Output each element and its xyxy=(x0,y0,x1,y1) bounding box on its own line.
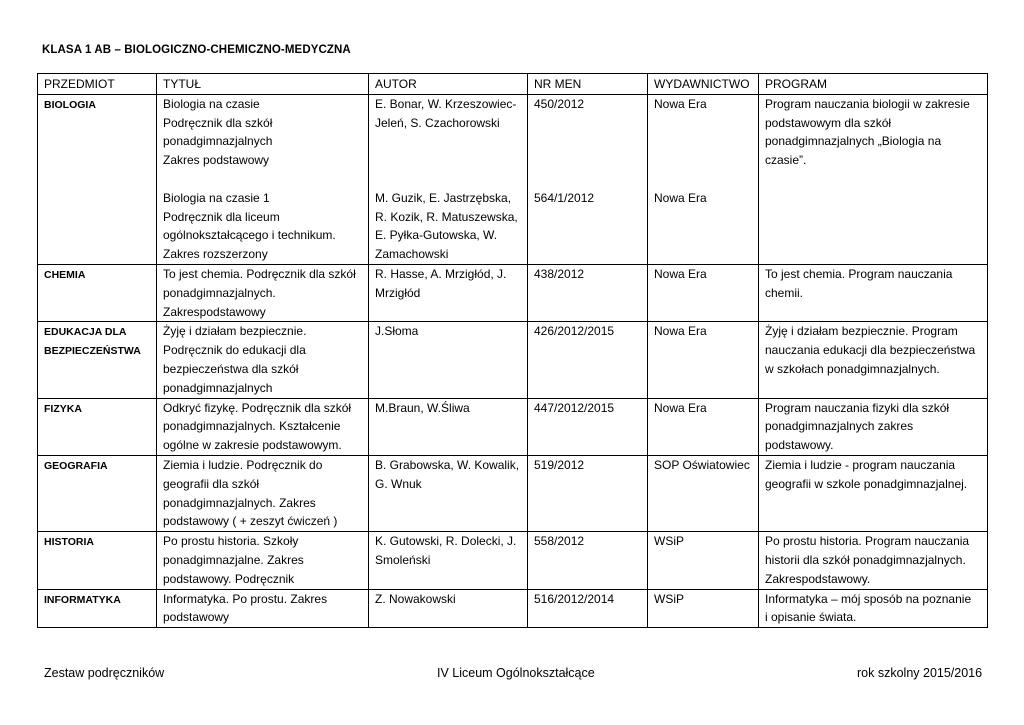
cell-line: WSiP xyxy=(654,591,684,606)
table-row xyxy=(38,398,988,455)
table-body xyxy=(38,94,988,627)
cell-line: M. Guzik, E. Jastrzębska, xyxy=(375,190,512,205)
cell-line: Program nauczania biologii w zakresie xyxy=(765,96,970,111)
cell-line: R. Kozik, R. Matuszewska, xyxy=(375,209,518,224)
cell-line: Ziemia i ludzie. Podręcznik do xyxy=(163,457,323,472)
cell-line: Z. Nowakowski xyxy=(375,591,456,606)
cell-line: Biologia na czasie xyxy=(163,96,260,111)
cell-line: R. Hasse, A. Mrzigłód, J. xyxy=(375,266,507,281)
cell-line: J.Słoma xyxy=(375,324,419,339)
cell-line xyxy=(654,170,752,189)
cell-line: To jest chemia. Program nauczania xyxy=(765,266,953,281)
cell-line: Informatyka. Po prostu. Zakres xyxy=(163,591,328,606)
cell-line: B. Grabowska, W. Kowalik, xyxy=(375,457,520,472)
cell-line: K. Gutowski, R. Dolecki, J. xyxy=(375,534,517,549)
cell-men-number xyxy=(528,398,648,455)
cell-line: G. Wnuk xyxy=(375,476,422,491)
cell-author xyxy=(369,455,528,531)
cell-author xyxy=(369,532,528,589)
cell-title xyxy=(157,94,369,264)
cell-line: ponadgimnazjalnych „Biologia na xyxy=(765,134,942,149)
cell-line: ogólne w zakresie podstawowym. xyxy=(163,438,342,453)
cell-line: Nowa Era xyxy=(654,96,707,111)
cell-line: podstawowym dla szkół xyxy=(765,115,892,130)
cell-line: ogólnokształcącego i technikum. xyxy=(163,228,336,243)
cell-line: geografii dla szkół xyxy=(163,476,260,491)
footer-left: Zestaw podręczników xyxy=(44,666,165,680)
cell-publisher xyxy=(648,398,759,455)
cell-line: 558/2012 xyxy=(534,534,585,549)
table-row xyxy=(38,322,988,398)
cell-title xyxy=(157,264,369,321)
document-heading: KLASA 1 AB – BIOLOGICZNO-CHEMICZNO-MEDYCZNA xyxy=(42,44,351,56)
cell-title xyxy=(157,322,369,398)
cell-men-number xyxy=(528,94,648,264)
table-row xyxy=(38,532,988,589)
cell-line: Po prostu historia. Szkoły xyxy=(163,534,299,549)
cell-line xyxy=(375,151,521,170)
cell-line: 450/2012 xyxy=(534,96,585,111)
table-row xyxy=(38,589,988,628)
cell-title xyxy=(157,455,369,531)
cell-line: podstawowy xyxy=(163,610,230,625)
cell-line: Zamachowski xyxy=(375,247,449,262)
cell-program xyxy=(759,398,988,455)
column-header-author: AUTOR xyxy=(369,74,528,95)
cell-publisher xyxy=(648,94,759,264)
cell-subject xyxy=(38,322,157,398)
table-row xyxy=(38,264,988,321)
cell-line xyxy=(375,170,521,189)
cell-subject xyxy=(38,532,157,589)
cell-line: Nowa Era xyxy=(654,266,707,281)
cell-line: Odkryć fizykę. Podręcznik dla szkół xyxy=(163,400,352,415)
cell-line: Mrzigłód xyxy=(375,285,421,300)
footer-right: rok szkolny 2015/2016 xyxy=(857,666,983,680)
cell-line: w szkołach ponadgimnazjalnych. xyxy=(765,361,940,376)
cell-line: 519/2012 xyxy=(534,457,585,472)
cell-men-number xyxy=(528,455,648,531)
cell-line: ponadgimnazjalnych xyxy=(163,134,273,149)
cell-author xyxy=(369,94,528,264)
column-header-title: TYTUŁ xyxy=(157,74,369,95)
cell-program xyxy=(759,322,988,398)
cell-line: Nowa Era xyxy=(654,400,707,415)
cell-line xyxy=(654,132,752,151)
cell-subject xyxy=(38,264,157,321)
cell-line: BEZPIECZEŃSTWA xyxy=(44,345,141,358)
column-header-men-number: NR MEN xyxy=(528,74,648,95)
cell-line: To jest chemia. Podręcznik dla szkół xyxy=(163,266,356,281)
cell-line: Nowa Era xyxy=(654,324,707,339)
cell-line xyxy=(534,114,641,133)
cell-line: M.Braun, W.Śliwa xyxy=(375,400,470,415)
cell-line: Zakrespodstawowy xyxy=(163,304,266,319)
table-row xyxy=(38,455,988,531)
cell-publisher xyxy=(648,589,759,628)
cell-author xyxy=(369,589,528,628)
cell-line xyxy=(163,170,362,189)
cell-line: historii dla szkół ponadgimnazjalnych. xyxy=(765,552,966,567)
cell-line: BIOLOGIA xyxy=(44,98,96,111)
cell-line: chemii. xyxy=(765,285,804,300)
cell-publisher xyxy=(648,455,759,531)
cell-line: podstawowy. xyxy=(765,438,834,453)
cell-line xyxy=(654,151,752,170)
cell-line: INFORMATYKA xyxy=(44,593,121,606)
cell-line: nauczania edukacji dla bezpieczeństwa xyxy=(765,343,976,358)
cell-subject xyxy=(38,589,157,628)
cell-line: Ziemia i ludzie - program nauczania xyxy=(765,457,956,472)
column-header-subject: PRZEDMIOT xyxy=(38,74,157,95)
cell-line: SOP Oświatowiec xyxy=(654,457,750,472)
cell-men-number xyxy=(528,322,648,398)
cell-line: CHEMIA xyxy=(44,268,86,281)
cell-line xyxy=(534,151,641,170)
cell-men-number xyxy=(528,589,648,628)
cell-program xyxy=(759,455,988,531)
cell-subject xyxy=(38,455,157,531)
cell-line: Żyję i działam bezpiecznie. Program xyxy=(765,324,958,339)
cell-men-number xyxy=(528,532,648,589)
cell-line: Po prostu historia. Program nauczania xyxy=(765,534,970,549)
cell-line xyxy=(534,132,641,151)
cell-line: czasie”. xyxy=(765,153,807,168)
cell-line: ponadgimnazjalnych. Zakres xyxy=(163,495,316,510)
cell-line: Podręcznik do edukacji dla xyxy=(163,343,306,358)
cell-line: 447/2012/2015 xyxy=(534,400,615,415)
column-header-program: PROGRAM xyxy=(759,74,988,95)
cell-line: ponadgimnazjalnych. Kształcenie xyxy=(163,419,341,434)
cell-line: 564/1/2012 xyxy=(534,190,595,205)
cell-program xyxy=(759,589,988,628)
cell-line: Żyję i działam bezpiecznie. xyxy=(163,324,307,339)
cell-line xyxy=(534,170,641,189)
cell-line: podstawowy. Podręcznik xyxy=(163,571,295,586)
cell-line: ponadgimnazjalnych. xyxy=(163,285,276,300)
cell-line: Zakres rozszerzony xyxy=(163,247,268,262)
cell-line: podstawowy ( + zeszyt ćwiczeń ) xyxy=(163,514,338,529)
cell-line: Informatyka – mój sposób na poznanie xyxy=(765,591,972,606)
footer-center: IV Liceum Ogólnokształcące xyxy=(437,666,595,680)
textbook-table xyxy=(37,73,988,628)
cell-line: ponadgimnazjalnych xyxy=(163,380,273,395)
cell-line: HISTORIA xyxy=(44,536,94,549)
cell-line: Program nauczania fizyki dla szkół xyxy=(765,400,950,415)
cell-title xyxy=(157,589,369,628)
cell-title xyxy=(157,532,369,589)
cell-line: Nowa Era xyxy=(654,190,707,205)
cell-line: GEOGRAFIA xyxy=(44,459,108,472)
cell-title xyxy=(157,398,369,455)
cell-line: ponadgimnazjalnych zakres xyxy=(765,419,914,434)
cell-publisher xyxy=(648,322,759,398)
cell-line: 516/2012/2014 xyxy=(534,591,615,606)
cell-line: FIZYKA xyxy=(44,402,82,415)
cell-author xyxy=(369,322,528,398)
cell-line: Smoleński xyxy=(375,552,431,567)
cell-author xyxy=(369,398,528,455)
cell-publisher xyxy=(648,532,759,589)
cell-line xyxy=(375,132,521,151)
cell-men-number xyxy=(528,264,648,321)
cell-line: Biologia na czasie 1 xyxy=(163,190,270,205)
table-header-row xyxy=(38,74,988,95)
cell-line: WSiP xyxy=(654,534,684,549)
cell-program xyxy=(759,94,988,264)
cell-program xyxy=(759,532,988,589)
cell-line: E. Pyłka-Gutowska, W. xyxy=(375,228,498,243)
cell-line: geografii w szkole ponadgimnazjalnej. xyxy=(765,476,968,491)
cell-subject xyxy=(38,94,157,264)
table-row xyxy=(38,94,988,264)
cell-line: 438/2012 xyxy=(534,266,585,281)
cell-line: Podręcznik dla szkół xyxy=(163,115,273,130)
cell-line: i opisanie świata. xyxy=(765,610,857,625)
cell-line: Podręcznik dla liceum xyxy=(163,209,280,224)
cell-subject xyxy=(38,398,157,455)
cell-line: Jeleń, S. Czachorowski xyxy=(375,115,500,130)
cell-line xyxy=(654,114,752,133)
cell-line: Zakrespodstawowy. xyxy=(765,571,871,586)
cell-line: 426/2012/2015 xyxy=(534,324,615,339)
cell-publisher xyxy=(648,264,759,321)
cell-author xyxy=(369,264,528,321)
cell-line: EDUKACJA DLA xyxy=(44,326,127,339)
cell-line: Zakres podstawowy xyxy=(163,153,270,168)
cell-line: bezpieczeństwa dla szkół xyxy=(163,361,299,376)
cell-program xyxy=(759,264,988,321)
cell-line: E. Bonar, W. Krzeszowiec- xyxy=(375,96,517,111)
column-header-publisher: WYDAWNICTWO xyxy=(648,74,759,95)
cell-line: ponadgimnazjalne. Zakres xyxy=(163,552,304,567)
